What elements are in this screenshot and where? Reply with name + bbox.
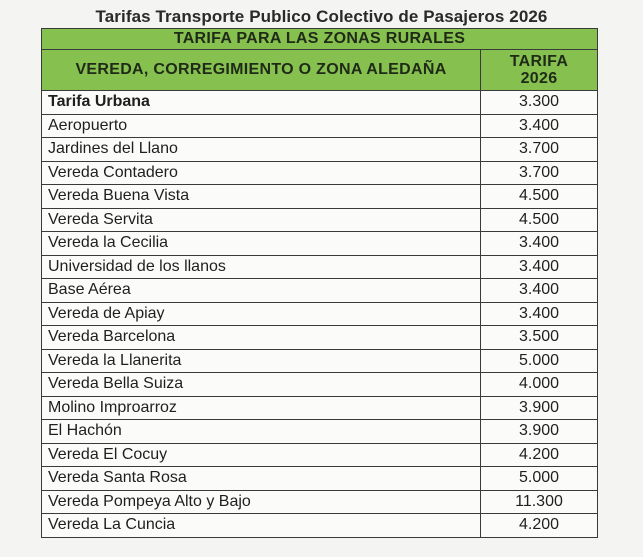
table-row xyxy=(42,255,598,279)
location-cell: Vereda de Apiay xyxy=(42,302,481,326)
fare-cell: 4.500 xyxy=(481,185,598,209)
fare-cell: 3.400 xyxy=(481,232,598,256)
table-row xyxy=(42,514,598,538)
fare-header-line1: TARIFA xyxy=(509,53,569,70)
table-row xyxy=(42,185,598,209)
fare-cell: 5.000 xyxy=(481,349,598,373)
location-cell: Vereda Barcelona xyxy=(42,326,481,350)
location-cell: Vereda Pompeya Alto y Bajo xyxy=(42,490,481,514)
location-cell: Base Aérea xyxy=(42,279,481,303)
zone-header-row xyxy=(42,29,598,50)
fare-cell: 3.700 xyxy=(481,138,598,162)
location-cell: Vereda la Llanerita xyxy=(42,349,481,373)
zone-header: TARIFA PARA LAS ZONAS RURALES xyxy=(42,29,598,50)
fare-header-line2: 2026 xyxy=(520,70,558,87)
fare-cell: 3.900 xyxy=(481,396,598,420)
location-cell: Vereda la Cecilia xyxy=(42,232,481,256)
column-header-row xyxy=(42,50,598,91)
location-cell: Vereda La Cuncia xyxy=(42,514,481,538)
location-cell: Vereda El Cocuy xyxy=(42,443,481,467)
location-cell: El Hachón xyxy=(42,420,481,444)
location-cell: Jardines del Llano xyxy=(42,138,481,162)
table-row xyxy=(42,373,598,397)
table-row xyxy=(42,91,598,115)
fare-cell: 5.000 xyxy=(481,467,598,491)
table-row xyxy=(42,396,598,420)
fare-table xyxy=(41,28,598,538)
location-cell: Vereda Bella Suiza xyxy=(42,373,481,397)
table-row xyxy=(42,138,598,162)
fare-cell: 3.700 xyxy=(481,161,598,185)
table-row xyxy=(42,208,598,232)
table-row xyxy=(42,232,598,256)
fare-cell: 3.500 xyxy=(481,326,598,350)
fare-cell: 4.200 xyxy=(481,443,598,467)
location-cell: Molino Improarroz xyxy=(42,396,481,420)
fare-cell: 3.400 xyxy=(481,279,598,303)
table-row xyxy=(42,326,598,350)
location-cell: Universidad de los llanos xyxy=(42,255,481,279)
fare-cell: 3.400 xyxy=(481,255,598,279)
table-row xyxy=(42,302,598,326)
table-row xyxy=(42,443,598,467)
fare-column-header xyxy=(481,50,598,91)
table-row xyxy=(42,114,598,138)
location-cell: Tarifa Urbana xyxy=(42,91,481,115)
location-cell: Vereda Buena Vista xyxy=(42,185,481,209)
table-row xyxy=(42,279,598,303)
document-title: Tarifas Transporte Publico Colectivo de Pasajeros 2026 xyxy=(95,7,548,26)
fare-cell: 4.200 xyxy=(481,514,598,538)
location-cell: Aeropuerto xyxy=(42,114,481,138)
fare-cell: 11.300 xyxy=(481,490,598,514)
table-row xyxy=(42,490,598,514)
location-cell: Vereda Santa Rosa xyxy=(42,467,481,491)
location-column-header: VEREDA, CORREGIMIENTO O ZONA ALEDAÑA xyxy=(42,50,481,91)
table-row xyxy=(42,467,598,491)
location-cell: Vereda Servita xyxy=(42,208,481,232)
table-row xyxy=(42,420,598,444)
fare-cell: 3.900 xyxy=(481,420,598,444)
fare-cell: 3.400 xyxy=(481,302,598,326)
table-row xyxy=(42,349,598,373)
fare-cell: 3.400 xyxy=(481,114,598,138)
fare-cell: 3.300 xyxy=(481,91,598,115)
table-row xyxy=(42,161,598,185)
location-cell: Vereda Contadero xyxy=(42,161,481,185)
fare-cell: 4.000 xyxy=(481,373,598,397)
fare-cell: 4.500 xyxy=(481,208,598,232)
